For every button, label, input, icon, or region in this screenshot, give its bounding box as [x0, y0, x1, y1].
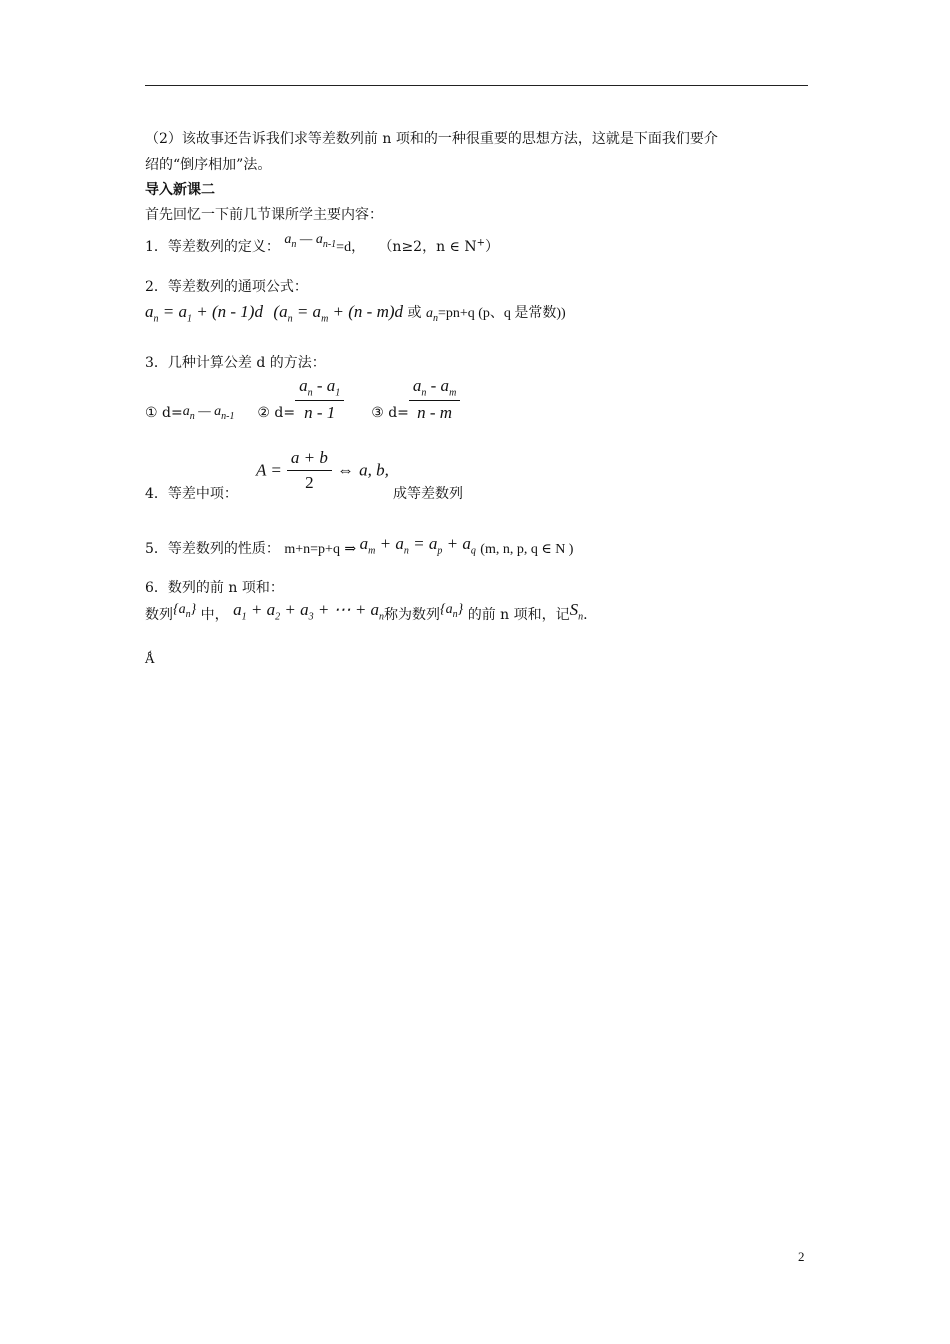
item-4-tail: 成等差数列: [393, 486, 463, 502]
item-3-methods: [145, 376, 460, 423]
method-3-fraction: $\frac{a_n - a_m}{n - m}$: [409, 376, 460, 423]
paragraph-2-line-1: （2）该故事还告诉我们求等差数列前 n 项和的一种很重要的思想方法，这就是下面我们要介: [145, 131, 718, 147]
intro-text: 首先回忆一下前几节课所学主要内容：: [145, 207, 383, 223]
item-3-label: 3．几种计算公差 d 的方法：: [145, 355, 326, 371]
item-1-plus: +: [476, 237, 486, 249]
item-2-pq: =pn+q (p、q 是常数)): [437, 306, 566, 321]
method-2-label: ② d=: [257, 404, 296, 421]
method-2-fraction: $\frac{a_n - a_1}{n - 1}$: [295, 376, 344, 423]
header-rule: [145, 85, 808, 86]
method-1-formula: $a_n$ — $a_{n-1}$: [182, 403, 235, 422]
implies-symbol: ⇒: [344, 542, 360, 557]
mean-fraction: $\frac{a + b}{2}$: [287, 448, 332, 493]
item-2-label: 2．等差数列的通项公式：: [145, 279, 308, 295]
sequence-an-2: $\{a_n\}$: [440, 602, 464, 620]
item-6-text-2: 中，: [200, 607, 229, 623]
item-6-text-3: 称为数列: [384, 607, 441, 623]
item-2-formulas: [145, 302, 566, 324]
item-5-condition: m+n=p+q: [284, 542, 340, 557]
item-6-text-4: 的前 n 项和，记: [467, 607, 570, 623]
arithmetic-mean-formula: A = $\frac{a + b}{2}$ ⇔ a, b,: [256, 448, 389, 492]
item-2-or: 或: [407, 305, 422, 321]
section-heading: 导入新课二: [145, 182, 215, 198]
item-6-text-1: 数列: [145, 607, 173, 623]
item-6-label: 6．数列的前 n 项和：: [145, 580, 284, 596]
sum-expression: $a_1 + a_2 + a_3$ + ⋯ + $a_n$: [233, 600, 385, 623]
item-1-eqd: =d，: [336, 240, 366, 255]
item-5-label: 5．等差数列的性质：: [145, 541, 280, 557]
page-number: 2: [798, 1249, 805, 1264]
sequence-an-1: $\{a_n\}$: [173, 602, 197, 620]
item-1-close: ）: [485, 239, 500, 255]
item-5: [145, 534, 574, 560]
item-1-formula: $a_n$ — $a_{n-1}$: [284, 232, 337, 250]
item-2-an: $a_n$: [425, 306, 438, 324]
general-term-formula-2: ($a_n = a_m + (n - m)d$: [273, 302, 404, 325]
property-formula: $a_m + a_n = a_p + a_q$: [359, 534, 476, 557]
item-1-condition: （n≥2，n ∈ N: [378, 239, 477, 255]
item-6-body: 数列$\{a_n\}$ 中， $a_1 + a_2 + a_3$ + ⋯ + $a_n$称为数列$\{a_n\}$ 的前 n 项和，记$S_n$.: [145, 600, 588, 623]
item-5-tail: (m, n, p, q ∈ N ): [480, 542, 574, 557]
item-1-label: 1．等差数列的定义：: [145, 239, 280, 255]
stray-character: Ǻ: [145, 652, 155, 667]
item-1: [145, 232, 500, 258]
paragraph-2-line-2: 绍的“倒序相加”法。: [145, 157, 272, 173]
method-1-label: ① d=: [145, 404, 183, 421]
method-3-label: ③ d=: [371, 404, 409, 421]
general-term-formula: $a_n = a_1 + (n - 1)d$: [145, 302, 263, 325]
sum-symbol-sn: $S_n$: [569, 600, 584, 623]
item-4-label: 4．等差中项：: [145, 486, 238, 502]
